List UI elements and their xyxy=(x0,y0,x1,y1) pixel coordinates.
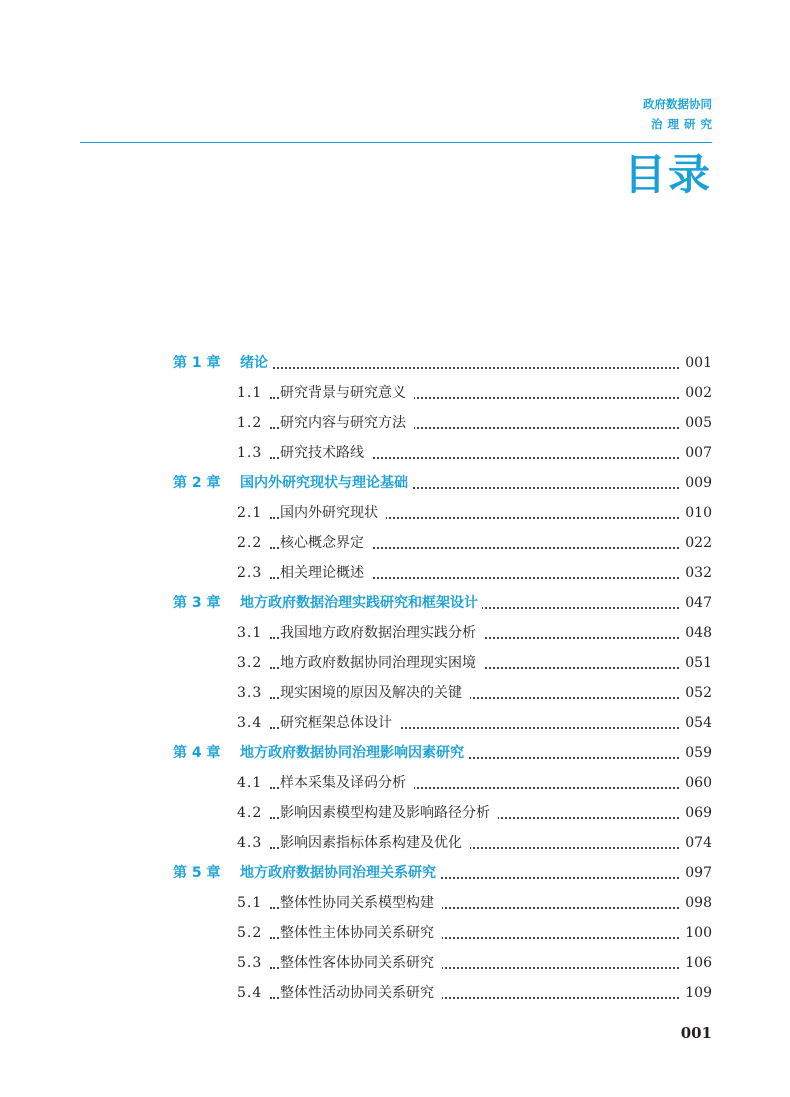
section-title: 研究技术路线 xyxy=(280,438,372,468)
section-title: 整体性客体协同关系研究 xyxy=(280,948,442,978)
chapter-title: 绪论 xyxy=(240,348,272,378)
toc-section-row[interactable] xyxy=(0,558,790,588)
toc-section-row[interactable] xyxy=(0,918,790,948)
toc-page-number: 074 xyxy=(679,828,712,858)
toc-page-number: 032 xyxy=(679,558,712,588)
toc-page-number: 007 xyxy=(679,438,712,468)
section-title: 国内外研究现状 xyxy=(280,498,386,528)
toc-chapter-row[interactable] xyxy=(0,588,790,618)
toc-section-row[interactable] xyxy=(0,828,790,858)
toc-section-row[interactable] xyxy=(0,378,790,408)
toc-section-row[interactable] xyxy=(0,978,790,1008)
section-number: 5.1 xyxy=(237,895,263,911)
toc-section-row[interactable] xyxy=(0,948,790,978)
toc-section-row[interactable] xyxy=(0,888,790,918)
section-title: 整体性活动协同关系研究 xyxy=(280,978,442,1008)
toc-page-number: 106 xyxy=(679,948,712,978)
chapter-title: 地方政府数据协同治理关系研究 xyxy=(240,858,440,888)
toc-page-number: 001 xyxy=(679,348,712,378)
section-title: 研究背景与研究意义 xyxy=(280,378,414,408)
section-title: 研究框架总体设计 xyxy=(280,708,400,738)
toc-page-number: 009 xyxy=(679,468,712,498)
section-title: 地方政府数据协同治理现实困境 xyxy=(280,648,484,678)
chapter-title: 地方政府数据治理实践研究和框架设计 xyxy=(240,588,482,618)
section-title: 核心概念界定 xyxy=(280,528,372,558)
toc-section-row[interactable] xyxy=(0,498,790,528)
toc-page-number: 002 xyxy=(679,378,712,408)
toc-chapter-row[interactable] xyxy=(0,738,790,768)
section-number: 2.3 xyxy=(237,565,263,581)
section-number: 3.2 xyxy=(237,655,263,671)
section-title: 现实困境的原因及解决的关键 xyxy=(280,678,470,708)
section-title: 相关理论概述 xyxy=(280,558,372,588)
section-title: 研究内容与研究方法 xyxy=(280,408,414,438)
toc-page-number: 098 xyxy=(679,888,712,918)
section-number: 3.1 xyxy=(237,625,263,641)
section-number: 3.4 xyxy=(237,715,263,731)
toc-page-number: 069 xyxy=(679,798,712,828)
chapter-title: 地方政府数据协同治理影响因素研究 xyxy=(240,738,468,768)
chapter-number: 第 3 章 xyxy=(173,595,221,611)
table-of-contents xyxy=(0,348,790,1008)
header-rule xyxy=(80,142,712,143)
toc-page-number: 097 xyxy=(679,858,712,888)
toc-section-row[interactable] xyxy=(0,768,790,798)
chapter-number: 第 5 章 xyxy=(173,865,221,881)
section-number: 5.3 xyxy=(237,955,263,971)
section-number: 2.2 xyxy=(237,535,263,551)
section-number: 5.2 xyxy=(237,925,263,941)
section-title: 影响因素模型构建及影响路径分析 xyxy=(280,798,498,828)
chapter-number: 第 1 章 xyxy=(173,355,221,371)
section-number: 2.1 xyxy=(237,505,263,521)
toc-page-number: 052 xyxy=(679,678,712,708)
chapter-number: 第 4 章 xyxy=(173,745,221,761)
toc-page-number: 047 xyxy=(679,588,712,618)
dot-leader xyxy=(270,359,690,369)
toc-page-number: 100 xyxy=(679,918,712,948)
section-number: 4.1 xyxy=(237,775,263,791)
section-title: 影响因素指标体系构建及优化 xyxy=(280,828,470,858)
section-title: 整体性主体协同关系研究 xyxy=(280,918,442,948)
toc-page-number: 022 xyxy=(679,528,712,558)
chapter-number: 第 2 章 xyxy=(173,475,221,491)
toc-section-row[interactable] xyxy=(0,678,790,708)
toc-page-number: 109 xyxy=(679,978,712,1008)
section-title: 我国地方政府数据治理实践分析 xyxy=(280,618,484,648)
section-number: 4.2 xyxy=(237,805,263,821)
toc-chapter-row[interactable] xyxy=(0,348,790,378)
section-number: 1.2 xyxy=(237,415,263,431)
running-header-line1: 政府数据协同 xyxy=(643,97,712,111)
toc-page-number: 005 xyxy=(679,408,712,438)
toc-section-row[interactable] xyxy=(0,408,790,438)
toc-page-number: 010 xyxy=(679,498,712,528)
section-title: 整体性协同关系模型构建 xyxy=(280,888,442,918)
toc-page-number: 060 xyxy=(679,768,712,798)
section-number: 4.3 xyxy=(237,835,263,851)
toc-section-row[interactable] xyxy=(0,618,790,648)
toc-chapter-row[interactable] xyxy=(0,468,790,498)
toc-section-row[interactable] xyxy=(0,648,790,678)
toc-section-row[interactable] xyxy=(0,438,790,468)
toc-chapter-row[interactable] xyxy=(0,858,790,888)
section-number: 3.3 xyxy=(237,685,263,701)
running-header-line2: 治理研究 xyxy=(651,117,717,131)
toc-section-row[interactable] xyxy=(0,708,790,738)
chapter-title: 国内外研究现状与理论基础 xyxy=(240,468,412,498)
section-number: 1.1 xyxy=(237,385,263,401)
page-title: 目录 xyxy=(623,150,712,199)
toc-section-row[interactable] xyxy=(0,798,790,828)
section-title: 样本采集及译码分析 xyxy=(280,768,414,798)
toc-page-number: 059 xyxy=(679,738,712,768)
section-number: 5.4 xyxy=(237,985,263,1001)
page-number: 001 xyxy=(680,1024,712,1042)
toc-page-number: 048 xyxy=(679,618,712,648)
section-number: 1.3 xyxy=(237,445,263,461)
toc-section-row[interactable] xyxy=(0,528,790,558)
toc-page-number: 051 xyxy=(679,648,712,678)
toc-page-number: 054 xyxy=(679,708,712,738)
